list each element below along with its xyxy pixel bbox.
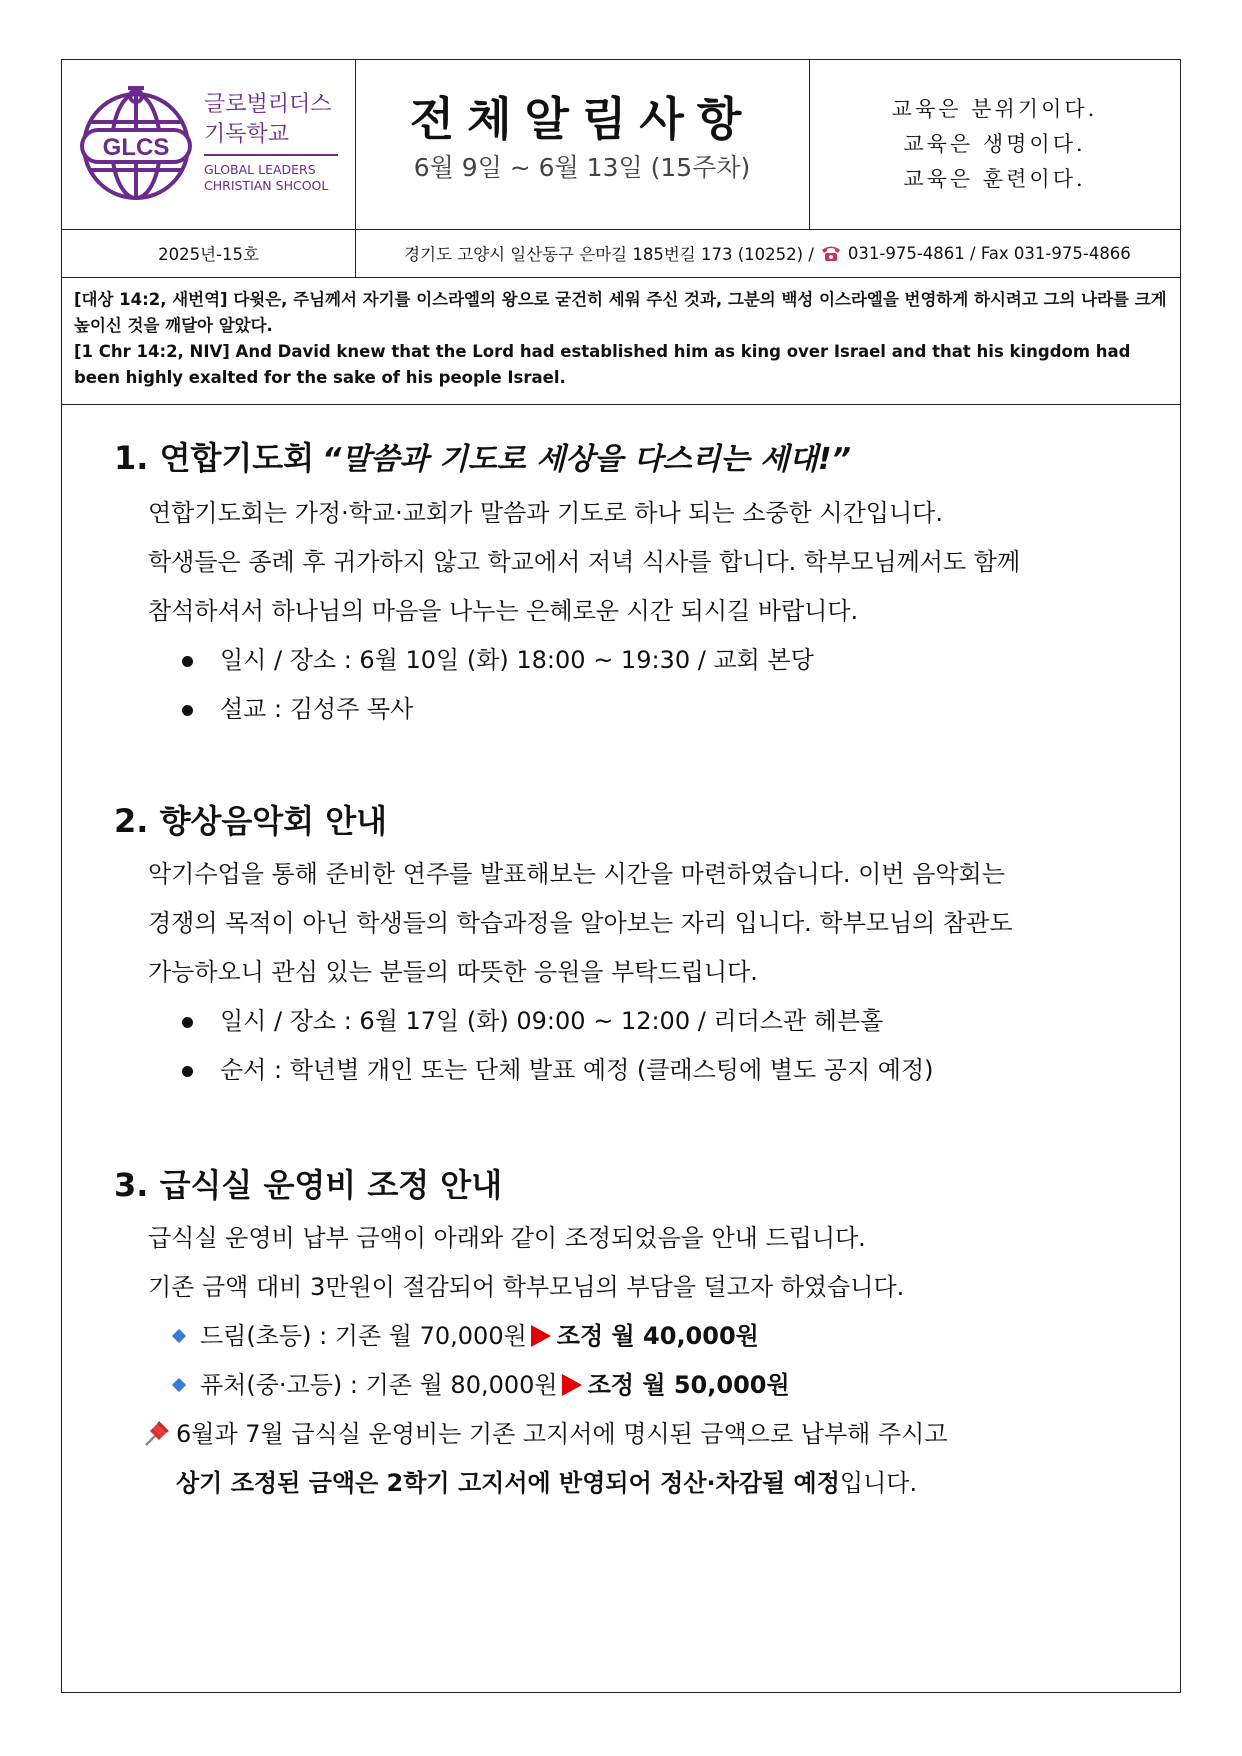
- logo-name-ko-line1: 글로벌리더스: [204, 92, 332, 117]
- bullet-dot-icon: [182, 705, 193, 716]
- logo-name-en-line2: CHRISTIAN SHCOOL: [204, 178, 329, 193]
- list-item: [182, 997, 1174, 1046]
- note-text: 6월과 7월 급식실 운영비는 기존 고지서에 명시된 금액으로 납부해 주시고: [176, 1420, 948, 1448]
- payment-note: [142, 1410, 1174, 1459]
- verse-english: [1 Chr 14:2, NIV] And David knew that the Lord had established him as king over Israel and that his kingdom had been highly exalted for the sake of his people Israel.: [74, 342, 1131, 387]
- section-quote: “말씀과 기도로 세상을 다스리는 세대!”: [322, 442, 851, 477]
- list-item: [182, 685, 1174, 734]
- section-heading: 1. 연합기도회: [114, 439, 315, 477]
- newsletter-frame: [61, 59, 1181, 1693]
- blue-diamond-icon: [172, 1378, 186, 1392]
- pushpin-icon: [142, 1418, 172, 1448]
- logo-divider: [204, 154, 338, 156]
- fee-original: 퓨처(중·고등) : 기존 월 80,000원: [200, 1371, 558, 1399]
- title-cell: [355, 60, 810, 229]
- address: 경기도 고양시 일산동구 은마길 185번길 173 (10252) /: [404, 245, 814, 264]
- section-heading: 3. 급식실 운영비 조정 안내: [114, 1166, 503, 1204]
- red-arrow-icon: [531, 1325, 551, 1347]
- fee-original: 드림(초등) : 기존 월 70,000원: [200, 1322, 527, 1350]
- motto-line: 교육은 분위기이다.: [891, 97, 1098, 121]
- glcs-globe-logo-icon: [80, 84, 192, 202]
- paragraph: 급식실 운영비 납부 금액이 아래와 같이 조정되었음을 안내 드립니다.: [148, 1224, 866, 1252]
- logo-emblem-text: GLCS: [102, 134, 170, 161]
- note-end: 입니다.: [839, 1469, 918, 1497]
- page-title: 전체알림사항: [409, 92, 755, 146]
- header-row: [62, 60, 1180, 230]
- motto-line: 교육은 생명이다.: [903, 132, 1086, 156]
- motto-line: 교육은 훈련이다.: [903, 167, 1086, 191]
- section-heading: 2. 향상음악회 안내: [114, 802, 388, 840]
- verse-korean: [대상 14:2, 새번역] 다윗은, 주님께서 자기를 이스라엘의 왕으로 굳건히 세워 주신 것과, 그분의 백성 이스라엘을 번영하게 하시려고 그의 나라를 크게 높이신 것을 깨달아 알았다.: [74, 290, 1167, 335]
- fee-adjusted: 조정 월 40,000원: [556, 1322, 759, 1350]
- payment-note-continued: [142, 1459, 1174, 1508]
- phone-fax: 031-975-4861 / Fax 031-975-4866: [847, 243, 1131, 263]
- fee-item: [172, 1361, 1174, 1410]
- list-item-text: 일시 / 장소 : 6월 17일 (화) 09:00 ~ 12:00 / 리더스관 헤븐홀: [220, 1007, 884, 1035]
- fee-adjusted: 조정 월 50,000원: [587, 1371, 790, 1399]
- logo-name-english: [204, 162, 328, 194]
- list-item-text: 설교 : 김성주 목사: [220, 695, 414, 723]
- week-range: 6월 9일 ~ 6월 13일 (15주차): [413, 153, 751, 182]
- bible-verse: [62, 277, 1180, 405]
- logo-name-ko-line2: 기독학교: [204, 122, 290, 147]
- motto: [809, 92, 1180, 197]
- paragraph: 경쟁의 목적이 아닌 학생들의 학습과정을 알아보는 자리 입니다. 학부모님의 참관도: [148, 909, 1013, 937]
- paragraph: 기존 금액 대비 3만원이 절감되어 학부모님의 부담을 덜고자 하였습니다.: [148, 1273, 905, 1301]
- list-item-text: 일시 / 장소 : 6월 10일 (화) 18:00 ~ 19:30 / 교회 본당: [220, 646, 814, 674]
- section-music-concert: [114, 798, 1174, 1095]
- section-title: [114, 435, 1174, 483]
- fee-item: [172, 1312, 1174, 1361]
- logo-cell: [62, 60, 356, 229]
- list-item: [182, 1046, 1174, 1095]
- red-arrow-icon: [562, 1374, 582, 1396]
- bullet-dot-icon: [182, 1017, 193, 1028]
- paragraph: 악기수업을 통해 준비한 연주를 발표해보는 시간을 마련하였습니다. 이번 음악회는: [148, 860, 1005, 888]
- address-line: [355, 229, 1180, 277]
- bullet-dot-icon: [182, 656, 193, 667]
- paragraph: 연합기도회는 가정·학교·교회가 말씀과 기도로 하나 되는 소중한 시간입니다.: [148, 499, 943, 527]
- section-cafeteria-fee: [114, 1162, 1174, 1508]
- issue-number: 2025년-15호: [62, 229, 356, 277]
- list-item-text: 순서 : 학년별 개인 또는 단체 발표 예정 (클래스팅에 별도 공지 예정): [220, 1056, 934, 1084]
- paragraph: 가능하오니 관심 있는 분들의 따뜻한 응원을 부탁드립니다.: [148, 958, 758, 986]
- section-prayer-meeting: [114, 435, 1174, 734]
- note-emphasis: 상기 조정된 금액은 2학기 고지서에 반영되어 정산·차감될 예정: [176, 1469, 840, 1497]
- paragraph: 참석하셔서 하나님의 마음을 나누는 은혜로운 시간 되시길 바랍니다.: [148, 597, 859, 625]
- list-item: [182, 636, 1174, 685]
- logo-name-korean: [204, 90, 332, 150]
- bullet-dot-icon: [182, 1066, 193, 1077]
- motto-cell: [809, 60, 1180, 229]
- paragraph: 학생들은 종례 후 귀가하지 않고 학교에서 저녁 식사를 합니다. 학부모님께서도 함께: [148, 548, 1021, 576]
- info-row: [62, 229, 1180, 278]
- logo-name-en-line1: GLOBAL LEADERS: [204, 162, 316, 177]
- telephone-icon: [820, 244, 842, 262]
- blue-diamond-icon: [172, 1329, 186, 1343]
